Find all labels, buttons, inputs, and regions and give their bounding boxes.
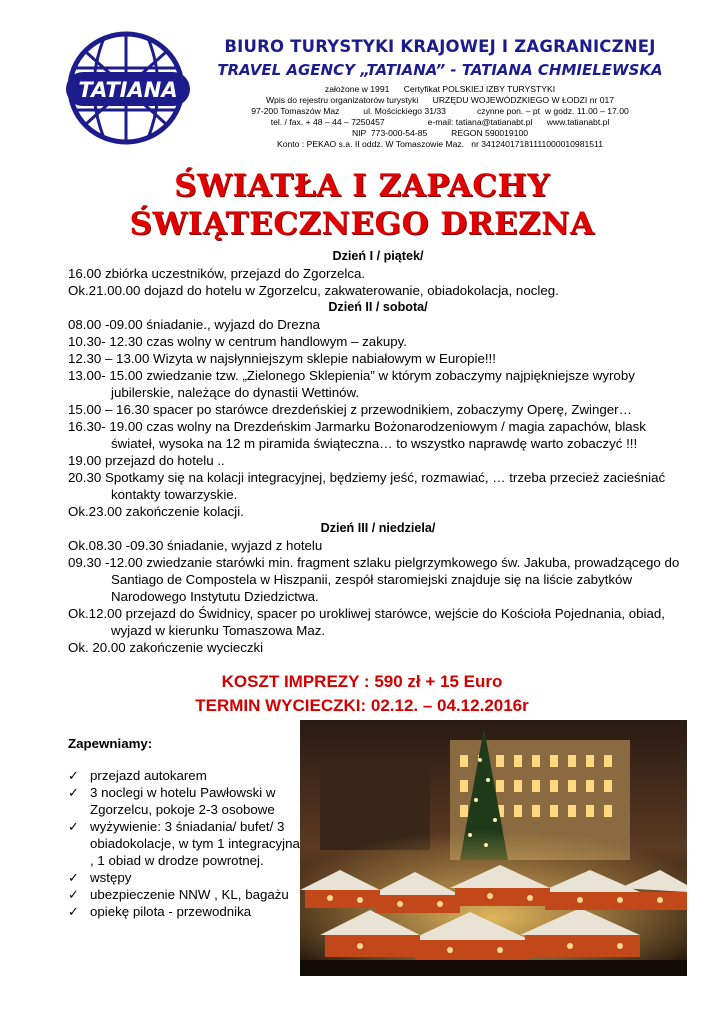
programme-line: 12.30 – 13.00 Wizyta w najsłynniejszym sklepie nabiałowym w Europie!!! [68, 351, 496, 366]
list-item: ✓ przejazd autokarem [68, 768, 207, 783]
agency-name: BIURO TURYSTYKI KRAJOWEJ I ZAGRANICZNEJ [224, 37, 656, 56]
check-icon: ✓ [68, 785, 79, 800]
included-list [68, 767, 300, 920]
day3-heading: Dzień III / niedziela/ [320, 521, 436, 535]
programme-line: 16.30- 19.00 czas wolny na Drezdeńskim Jarmarku Bożonarodzeniowym / magia zapachów, blask świateł, wysoka na 12 m piramida świąteczna… to wszystko naprawdę warto zobaczyć !!! [68, 419, 646, 451]
programme-line: 16.00 zbiórka uczestników, przejazd do Zgorzelca. [68, 266, 366, 281]
trip-programme [68, 248, 688, 656]
programme-line: Ok.23.00 zakończenie kolacji. [68, 504, 244, 519]
trip-dates: TERMIN WYCIECZKI: 02.12. – 04.12.2016r [195, 696, 529, 715]
check-icon: ✓ [68, 870, 79, 885]
agency-subtitle: TRAVEL AGENCY „TATIANA” - TATIANA CHMIELEWSKA [217, 61, 663, 79]
logo-text: TATIANA [78, 78, 178, 102]
programme-line: Ok.12.00 przejazd do Świdnicy, spacer po urokliwej starówce, wejście do Kościoła Pojednania, obiad, wyjazd w kierunku Tomaszowa Maz. [68, 606, 665, 638]
programme-line: 19.00 przejazd do hotelu .. [68, 453, 225, 468]
programme-line: 15.00 – 16.30 spacer po starówce drezdeńskiej z przewodnikiem, zobaczymy Operę, Zwinger… [68, 402, 632, 417]
programme-line: 09.30 -12.00 zwiedzanie starówki min. fragment szlaku pielgrzymkowego św. Jakuba, prowadzącego do Santiago de Compostela w Hiszpanii, zespół staromiejski znajduje się na liście zabytków Narodowego Instytutu Dziedzictwa. [68, 555, 680, 604]
check-icon: ✓ [68, 768, 79, 783]
list-item: ✓ wyżywienie: 3 śniadania/ bufet/ 3 obiadokolacje, w tym 1 integracyjna , 1 obiad w drodze powrotnej. [68, 819, 300, 868]
header-info-line: założone w 1991 Certyfikat POLSKIEJ IZBY TURYSTYKI [324, 84, 556, 94]
included-heading: Zapewniamy: [68, 736, 153, 751]
header-info-line: NIP 773-000-54-85 REGON 590019100 [351, 128, 529, 138]
list-item: ✓ wstępy [68, 870, 132, 885]
day1-heading: Dzień I / piątek/ [332, 249, 424, 263]
programme-line: 13.00- 15.00 zwiedzanie tzw. „Zielonego Sklepienia” w którym zobaczymy najpiękniejsze wyroby jubilerskie, należące do dynastii Wettinów. [68, 368, 635, 400]
header-info-line: Wpis do rejestru organizatorów turystyki URZĘDU WOJEWÓDZKIEGO W ŁODZI nr 017 [265, 95, 615, 105]
programme-line: Ok.21.00.00 dojazd do hotelu w Zgorzelcu, zakwaterowanie, obiadokolacja, nocleg. [68, 283, 559, 298]
tatiana-logo [64, 28, 192, 146]
header-info-line: Konto : PEKAO s.a. II oddz. W Tomaszowie Maz. nr 34124017181111000010981511 [277, 139, 603, 149]
programme-line: Ok.08.30 -09.30 śniadanie, wyjazd z hotelu [68, 538, 323, 553]
header-info-line: tel. / fax. + 48 – 44 – 7250457 e-mail: tatiana@tatianabt.pl www.tatianabt.pl [270, 117, 610, 127]
programme-line: 20.30 Spotkamy się na kolacji integracyjnej, będziemy jeść, rozmawiać, … trzeba przecież zacieśniać kontakty towarzyskie. [68, 470, 666, 502]
programme-line: 08.00 -09.00 śniadanie., wyjazd do Drezna [68, 317, 321, 332]
list-item: ✓ 3 noclegi w hotelu Pawłowski w Zgorzelcu, pokoje 2-3 osobowe [68, 785, 276, 817]
list-item: ✓ opiekę pilota - przewodnika [68, 904, 252, 919]
check-icon: ✓ [68, 904, 79, 919]
page-title-line1: ŚWIATŁA I ZAPACHY [174, 168, 550, 204]
list-item: ✓ ubezpieczenie NNW , KL, bagażu [68, 887, 289, 902]
trip-cost: KOSZT IMPREZY : 590 zł + 15 Euro [221, 672, 503, 691]
programme-line: 10.30- 12.30 czas wolny w centrum handlowym – zakupy. [68, 334, 407, 349]
check-icon: ✓ [68, 887, 79, 902]
day2-heading: Dzień II / sobota/ [328, 300, 428, 314]
christmas-market-photo [300, 720, 687, 976]
programme-line: Ok. 20.00 zakończenie wycieczki [68, 640, 264, 655]
header-info-line: 97-200 Tomaszów Maz ul. Mościckiego 31/33 czynne pon. – pt w godz. 11.00 – 17.00 [251, 106, 629, 116]
page-title-line2: ŚWIĄTECZNEGO DREZNA [129, 206, 595, 242]
check-icon: ✓ [68, 819, 79, 834]
